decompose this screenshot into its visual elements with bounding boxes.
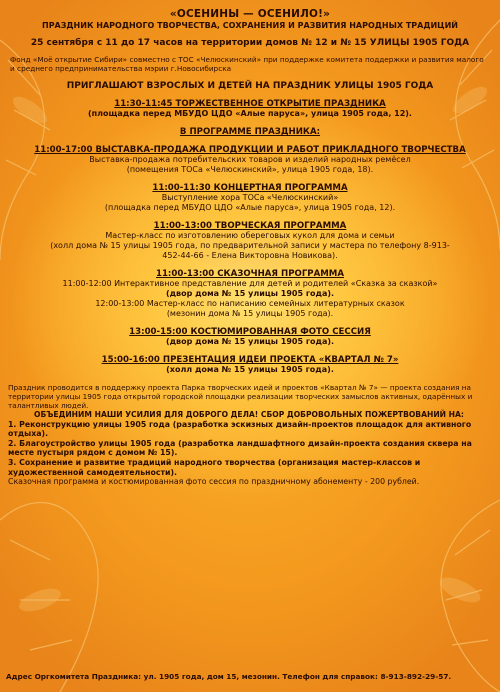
concert-heading: 11:00-11:30 КОНЦЕРТНАЯ ПРОГРАММА [152, 183, 348, 193]
opening-heading: 11:30-11:45 ТОРЖЕСТВЕННОЕ ОТКРЫТИЕ ПРАЗДНИКА [114, 99, 386, 109]
fairytale-heading: 11:00-13:00 СКАЗОЧНАЯ ПРОГРАММА [155, 269, 345, 279]
donations-heading: ОБЪЕДИНИМ НАШИ УСИЛИЯ ДЛЯ ДОБРОГО ДЕЛА! СБОР ДОБРОВОЛЬНЫХ ПОЖЕРТВОВАНИЙ НА: [34, 410, 464, 419]
photo-section [6, 327, 494, 347]
donation-goals-list [8, 420, 492, 478]
concert-line-1: Выступление хора ТОСа «Челюскинский» [161, 193, 339, 202]
poster-content [6, 8, 494, 487]
fairytale-line-2: (двор дома № 15 улицы 1905 года). [165, 289, 335, 298]
organizers-text: Фонд «Моё открытие Сибири» совместно с ТОС «Челюскинский» при поддержке комитета поддержки и развития малого и среднего предпринимательства мэрии г.Новосибирска [10, 55, 484, 73]
concert-line-2: (площадка перед МБУДО ЦДО «Алые паруса», улица 1905 года, 12). [104, 203, 396, 212]
workshop-line-2: (холл дома № 15 улицы 1905 года, по предварительной записи у мастера по телефону 8-913- [50, 241, 450, 250]
workshop-line-3: 452-44-66 - Елена Викторовна Новикова). [162, 251, 338, 260]
opening-section [6, 99, 494, 119]
fair-line-2: (помещения ТОСа «Челюскинский», улица 1905 года, 18). [126, 165, 374, 174]
donation-goal-item: 2. Благоустройство улицы 1905 года (разработка ландшафтного дизайн-проекта создания сквера на месте пустыря рядом с домом № 15). [8, 438, 472, 458]
presentation-section [6, 355, 494, 375]
poster-subtitle: ПРАЗДНИК НАРОДНОГО ТВОРЧЕСТВА, СОХРАНЕНИЯ И РАЗВИТИЯ НАРОДНЫХ ТРАДИЦИЙ [42, 21, 458, 30]
donation-goal-item: 3. Сохранение и развитие традиций народного творчества (организация мастер-классов и художественной самодеятельности). [8, 457, 421, 477]
organizer-address: Адрес Оргкомитета Праздника: ул. 1905 года, дом 15, мезонин. Телефон для справок: 8-913-892-29-57. [6, 672, 452, 681]
fairytale-line-4: (мезонин дома № 15 улицы 1905 года). [166, 309, 334, 318]
fair-line-1: Выставка-продажа потребительских товаров и изделий народных ремёсел [89, 155, 411, 164]
workshop-heading: 11:00-13:00 ТВОРЧЕСКАЯ ПРОГРАММА [153, 221, 347, 231]
concert-section [6, 183, 494, 213]
donations-section [6, 410, 494, 487]
workshop-line-1: Мастер-класс по изготовлению обереговых кукол для дома и семьи [105, 231, 395, 240]
fairytale-line-3: 12:00-13:00 Мастер-класс по написанию семейных литературных сказок [95, 299, 405, 308]
photo-heading: 13:00-15:00 КОСТЮМИРОВАННАЯ ФОТО СЕССИЯ [129, 327, 371, 337]
presentation-heading: 15:00-16:00 ПРЕЗЕНТАЦИЯ ИДЕИ ПРОЕКТА «КВАРТАЛ № 7» [101, 355, 399, 365]
fairytale-line-1: 11:00-12:00 Интерактивное представление для детей и родителей «Сказка за сказкой» [62, 279, 438, 288]
fair-section [6, 145, 494, 175]
presentation-line-1: (холл дома № 15 улицы 1905 года). [166, 365, 334, 374]
support-note: Праздник проводится в поддержку проекта Парка творческих идей и проектов «Квартал № 7» — проекта создания на территории улицы 1905 года открытой городской площадки реализации творческих замыслов активных, одарённых и талантливых людей. [8, 383, 473, 410]
fairytale-section [6, 269, 494, 319]
workshop-section [6, 221, 494, 261]
opening-place: (площадка перед МБУДО ЦДО «Алые паруса», улица 1905 года, 12). [88, 109, 412, 118]
donation-goal-item: 1. Реконструкцию улицы 1905 года (разработка эскизных дизайн-проектов площадок для активного отдыха). [8, 419, 472, 439]
fair-heading: 11:00-17:00 ВЫСТАВКА-ПРОДАЖА ПРОДУКЦИИ И РАБОТ ПРИКЛАДНОГО ТВОРЧЕСТВА [34, 145, 466, 155]
event-date: 25 сентября с 11 до 17 часов на территории домов № 12 и № 15 УЛИЦЫ 1905 ГОДА [30, 38, 470, 48]
program-heading-block [6, 127, 494, 137]
poster-title: «ОСЕНИНЫ — ОСЕНИЛО!» [169, 8, 331, 20]
program-heading: В ПРОГРАММЕ ПРАЗДНИКА: [179, 127, 321, 137]
photo-line-1: (двор дома № 15 улицы 1905 года). [165, 337, 335, 346]
invitation-heading: ПРИГЛАШАЮТ ВЗРОСЛЫХ И ДЕТЕЙ НА ПРАЗДНИК УЛИЦЫ 1905 ГОДА [66, 81, 434, 91]
subscription-note: Сказочная программа и костюмированная фото сессия по праздничному абонементу - 200 рублей. [8, 477, 420, 487]
